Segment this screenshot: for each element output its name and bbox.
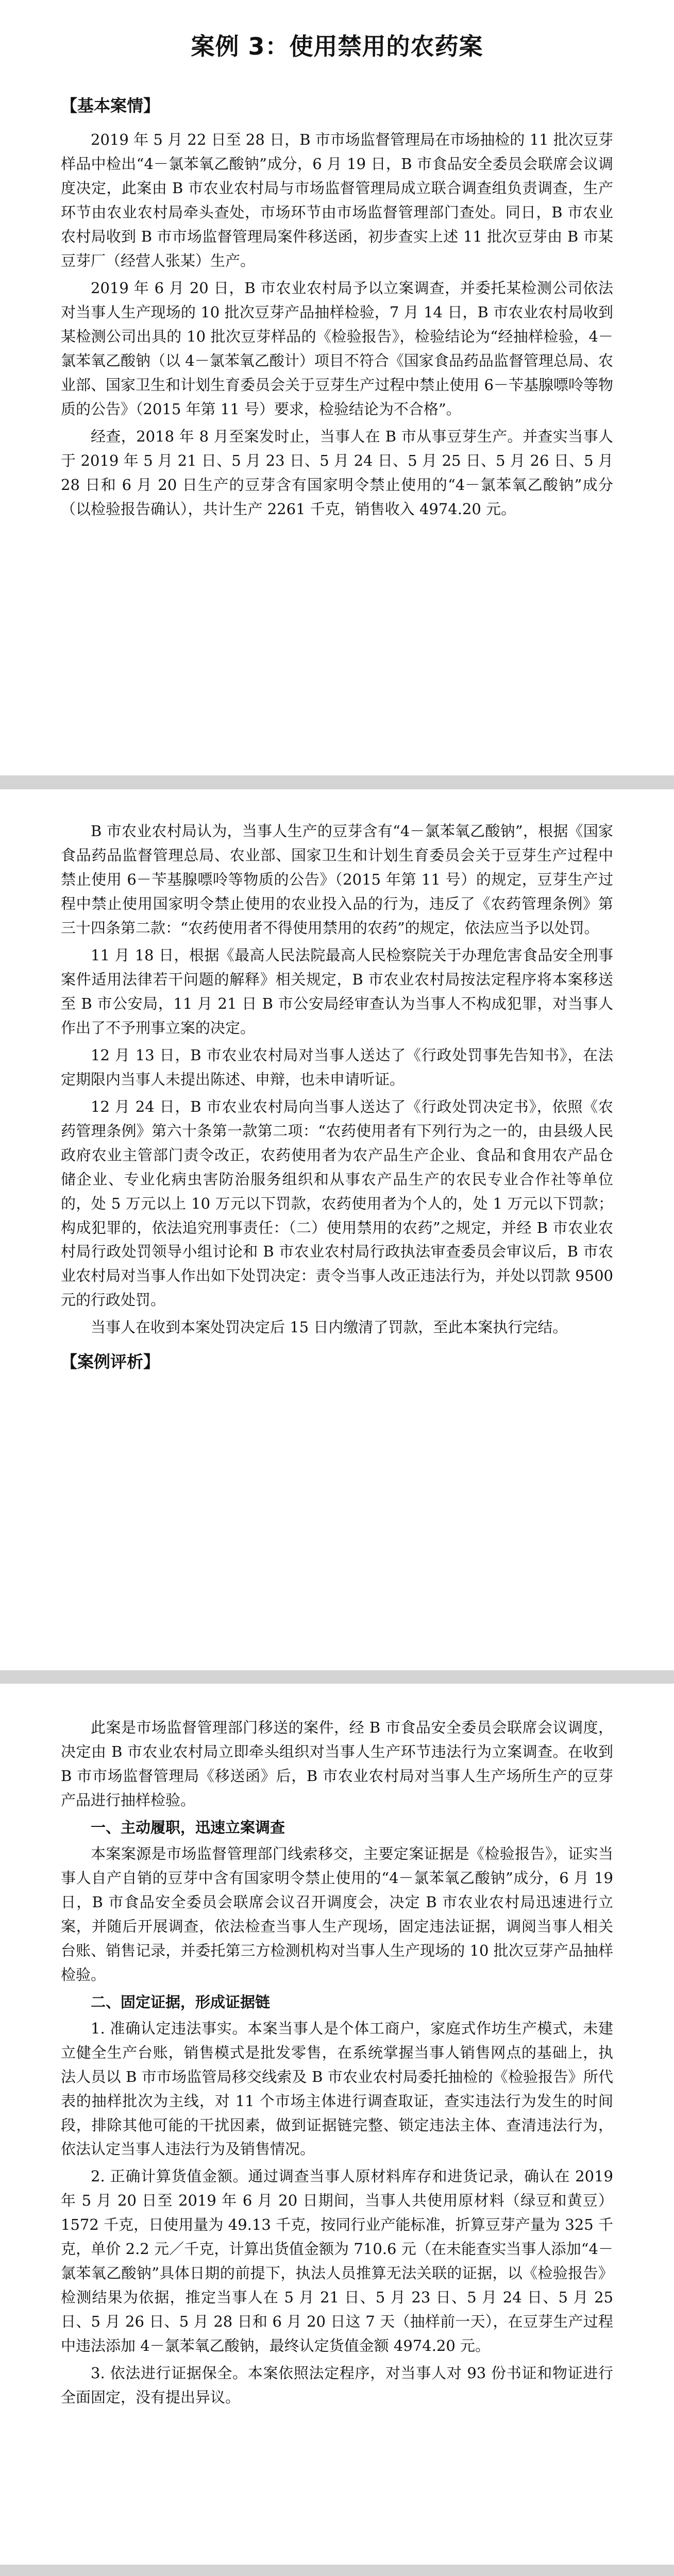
paragraph: 当事人在收到本案处罚决定后 15 日内缴清了罚款，至此本案执行完结。	[91, 1318, 568, 1336]
paragraph: 1. 准确认定违法事实。本案当事人是个体工商户，家庭式作坊生产模式，未建立健全生产台账，销售模式是批发零售，在系统掌握当事人销售网点的基础上，执法人员以 B 市市场监管局移交线索及 B 市农业农村局委托抽检的《检验报告》所代表的抽样批次为主线，对 11 个市场主体进行调查取证，查实违法行为发生的时间段，排除其他可能的干扰因素，做到证据链完整、锁定违法主体、查清违法行为，依法认定当事人违法行为及销售情况。	[61, 2019, 613, 2158]
section-heading: 一、主动履职，迅速立案调查	[91, 1818, 285, 1836]
page-1	[0, 0, 674, 775]
page-2	[0, 789, 674, 1670]
page-3	[0, 1684, 674, 2565]
paragraph: 3. 依法进行证据保全。本案依照法定程序，对当事人对 93 份书证和物证进行全面固定，没有提出异议。	[61, 2364, 613, 2406]
paragraph: 本案案源是市场监督管理部门线索移交，主要定案证据是《检验报告》，证实当事人自产自销的豆芽中含有国家明令禁止使用的“4－氯苯氧乙酸钠”成分，6 月 19 日，B 市食品安全委员会联席会议召开调度会，决定 B 市农业农村局迅速进行立案，并随后开展调查，依法检查当事人生产现场，固定违法证据，调阅当事人相关台账、销售记录，并委托第三方检测机构对当事人生产现场的 10 批次豆芽产品抽样检验。	[61, 1844, 613, 1984]
paragraph: 2019 年 5 月 22 日至 28 日，B 市市场监督管理局在市场抽检的 11 批次豆芽样品中检出“4－氯苯氧乙酸钠”成分，6 月 19 日，B 市食品安全委员会联席会议调度决定，此案由 B 市农业农村局与市场监督管理局成立联合调查组负责调查，生产环节由农业农村局牵头查处，市场环节由市场监督管理部门查处。同日，B 市农业农村局收到 B 市市场监督管理局案件移送函，初步查实上述 11 批次豆芽由 B 市某豆芽厂（经营人张某）生产。	[61, 131, 613, 269]
basic-facts-label: 【基本案情】	[61, 96, 160, 115]
paragraph: 此案是市场监督管理部门移送的案件，经 B 市食品安全委员会联席会议调度，决定由 B 市农业农村局立即牵头组织对当事人生产环节违法行为立案调查。在收到 B 市市场监督管理局《移送函》后，B 市农业农村局对当事人生产场所生产的豆芽产品进行抽样检验。	[61, 1719, 613, 1809]
paragraph: 经查，2018 年 8 月至案发时止，当事人在 B 市从事豆芽生产。并查实当事人于 2019 年 5 月 21 日、5 月 23 日、5 月 24 日、5 月 25 日、5 月 26 日、5 月 28 日和 6 月 20 日生产的豆芽含有国家明令禁止使用的“4－氯苯氧乙酸钠”成分（以检验报告确认），共计生产 2261 千克，销售收入 4974.20 元。	[61, 427, 613, 518]
paragraph: 2. 正确计算货值金额。通过调查当事人原材料库存和进货记录，确认在 2019 年 5 月 20 日至 2019 年 6 月 20 日期间，当事人共使用原材料（绿豆和黄豆）1572 千克，日使用量为 49.13 千克，按同行业产能标准，折算豆芽产量为 325 千克，单价 2.2 元／千克，计算出货值金额为 710.6 元（在未能查实当事人添加“4－氯苯氧乙酸钠”具体日期的前提下，执法人员推算无法关联的证据，以《检验报告》检测结果为依据，推定当事人在 5 月 21 日、5 月 23 日、5 月 24 日、5 月 25 日、5 月 26 日、5 月 28 日和 6 月 20 日这 7 天（抽样前一天），在豆芽生产过程中违法添加 4－氯苯氧乙酸钠，最终认定货值金额 4974.20 元。	[61, 2167, 613, 2355]
paragraph: 12 月 24 日，B 市农业农村局向当事人送达了《行政处罚决定书》，依照《农药管理条例》第六十条第一款第二项：“农药使用者有下列行为之一的，由县级人民政府农业主管部门责令改正，农药使用者为农产品生产企业、食品和食用农产品仓储企业、专业化病虫害防治服务组织和从事农产品生产的农民专业合作社等单位的，处 5 万元以上 10 万元以下罚款，农药使用者为个人的，处 1 万元以下罚款；构成犯罪的，依法追究刑事责任：（二）使用禁用的农药”之规定，并经 B 市农业农村局行政处罚领导小组讨论和 B 市农业农村局行政执法审查委员会审议后，B 市农业农村局对当事人作出如下处罚决定：责令当事人改正违法行为，并处以罚款 9500 元的行政处罚。	[61, 1097, 613, 1309]
paragraph: 11 月 18 日，根据《最高人民法院最高人民检察院关于办理危害食品安全刑事案件适用法律若干问题的解释》相关规定，B 市农业农村局按法定程序将本案移送至 B 市公安局，11 月 21 日 B 市公安局经审查认为当事人不构成犯罪，对当事人作出了不予刑事立案的决定。	[61, 946, 613, 1037]
case-review-label: 【案例评析】	[61, 1352, 160, 1372]
paragraph: 12 月 13 日，B 市农业农村局对当事人送达了《行政处罚事先告知书》，在法定期限内当事人未提出陈述、申辩，也未申请听证。	[61, 1046, 613, 1088]
paragraph: 2019 年 6 月 20 日，B 市农业农村局予以立案调查，并委托某检测公司依法对当事人生产现场的 10 批次豆芽产品抽样检验，7 月 14 日，B 市农业农村局收到某检测公司出具的 10 批次豆芽样品的《检验报告》，检验结论为“经抽样检验，4－氯苯氧乙酸钠（以 4－氯苯氧乙酸计）项目不符合《国家食品药品监督管理总局、农业部、国家卫生和计划生育委员会关于豆芽生产过程中禁止使用 6－苄基腺嘌呤等物质的公告》（2015 年第 11 号）要求，检验结论为不合格”。	[61, 279, 613, 418]
case-title: 案例 3：使用禁用的农药案	[191, 32, 483, 60]
paragraph: B 市农业农村局认为，当事人生产的豆芽含有“4－氯苯氧乙酸钠”，根据《国家食品药品监督管理总局、农业部、国家卫生和计划生育委员会关于豆芽生产过程中禁止使用 6－苄基腺嘌呤等物质的公告》（2015 年第 11 号）的规定，豆芽生产过程中禁止使用国家明令禁止使用的农业投入品的行为，违反了《农药管理条例》第三十四条第二款：“农药使用者不得使用禁用的农药”的规定，依法应当予以处罚。	[61, 822, 613, 937]
section-heading: 二、固定证据，形成证据链	[91, 1993, 271, 2011]
